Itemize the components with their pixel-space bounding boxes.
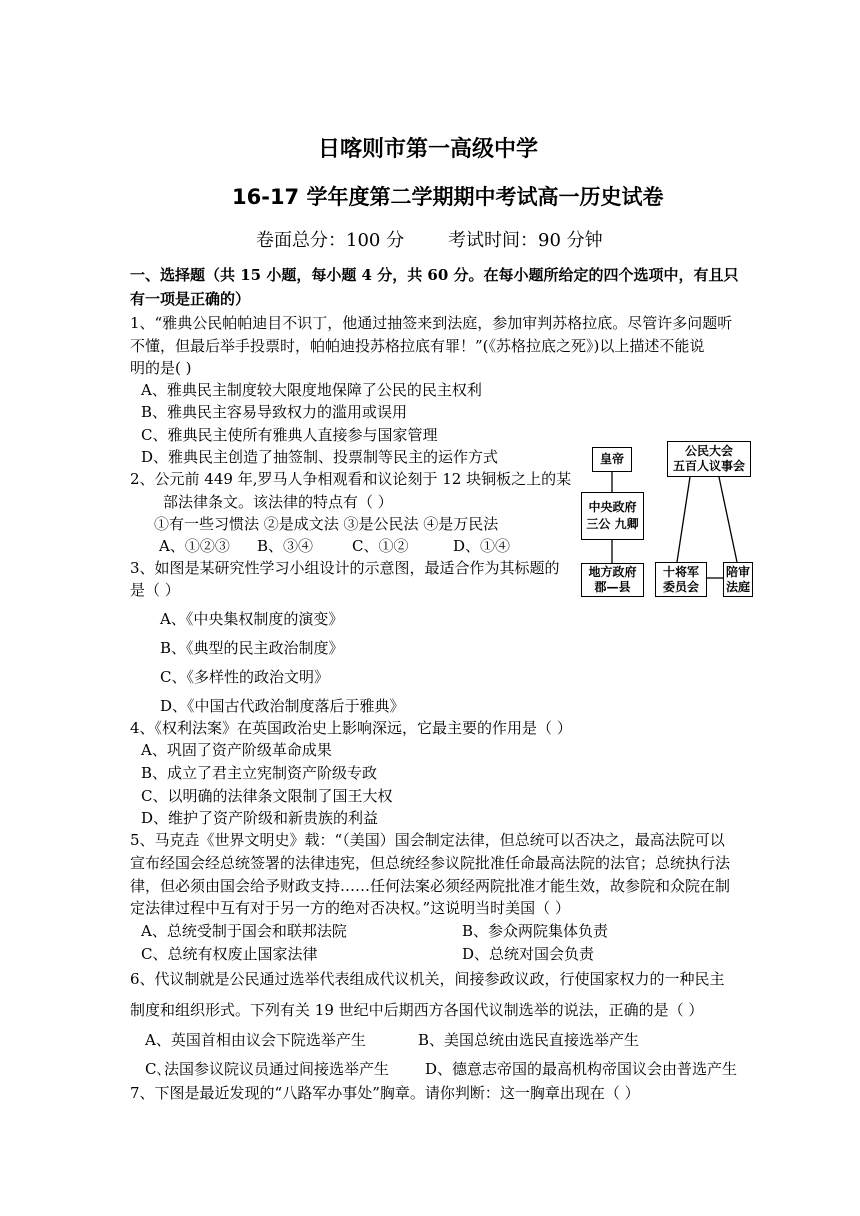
q4-stem: 4、《权利法案》在英国政治史上影响深远，它最主要的作用是（ ） [130,719,572,737]
exam-duration: 考试时间：90 分钟 [448,230,603,251]
diagram-generals-label-1: 十将军 [662,565,699,579]
q5-stem-line-4: 定法律过程中互有对于另一方的绝对否决权。”这说明当时美国（ ） [130,899,570,917]
exam-title: 16-17 学年度第二学期期中考试高一历史试卷 [232,185,664,209]
q3-stem-line-1: 3、如图是某研究性学习小组设计的示意图，最适合作为其标题的 [130,559,560,577]
q2-stem-line-1: 2、公元前 449 年,罗马人争相观看和议论刻于 12 块铜板之上的某 [130,470,572,488]
q1-stem-line-3: 明的是( ) [130,359,192,377]
q1-option-c: C、雅典民主使所有雅典人直接参与国家管理 [141,426,438,444]
q4-option-a: A、巩固了资产阶级革命成果 [141,741,332,759]
q6-option-c: C､法国参议院议员通过间接选举产生 [145,1060,389,1078]
q1-stem-line-1: 1、“雅典公民帕帕迪目不识丁，他通过抽签来到法庭，参加审判苏格拉底。尽管许多问题听 [130,314,733,332]
diagram-generals-box [655,562,707,597]
q4-option-d: D、维护了资产阶级和新贵族的利益 [141,809,379,827]
diagram-local-gov-label-2: 郡—县 [594,580,631,594]
exam-total-score: 卷面总分：100 分 [256,230,405,251]
q2-option-c: C、①② [352,537,409,555]
diagram-central-gov-box [581,492,644,540]
diagram-local-gov-box [581,563,644,597]
q5-stem-line-1: 5、马克垚《世界文明史》载：“（美国）国会制定法律，但总统可以否决之，最高法院可以 [130,831,725,849]
q1-option-b: B、雅典民主容易导致权力的滥用或误用 [141,403,408,421]
diagram-central-gov-label-1: 中央政府 [588,500,637,514]
q5-stem-line-3: 律，但必须由国会给予财政支持……任何法案必须经两院批准才能生效，故参院和众院在制 [130,877,731,895]
diagram-central-gov-label-2: 三公 九卿 [586,517,639,531]
q4-option-c: C、以明确的法律条文限制了国王大权 [141,787,393,805]
q4-option-b: B、成立了君主立宪制资产阶级专政 [141,764,378,782]
q3-stem-line-2: 是（ ） [130,581,180,599]
diagram-jury-court-label-2: 法庭 [725,580,750,594]
section-heading-line-1: 一、选择题（共 15 小题，每小题 4 分，共 60 分。在每小题所给定的四个选项中，有且只 [130,266,739,284]
q2-option-b: B、③④ [257,537,314,555]
q6-option-a: A、英国首相由议会下院选举产生 [145,1031,366,1049]
q5-stem-line-2: 宣布经国会经总统签署的法律违宪，但总统经参议院批准任命最高法院的法官；总统执行法 [130,854,731,872]
q2-items: ①有一些习惯法 ②是成文法 ③是公民法 ④是万民法 [154,515,499,533]
q6-stem-line-1: 6、代议制就是公民通过选举代表组成代议机关，间接参政议政，行使国家权力的一种民主 [130,970,725,988]
q1-option-a: A、雅典民主制度较大限度地保障了公民的民主权利 [141,381,482,399]
q5-option-d: D、总统对国会负责 [462,945,595,963]
q5-option-c: C、总统有权废止国家法律 [141,945,318,963]
q6-stem-line-2: 制度和组织形式。下列有关 19 世纪中后期西方各国代议制选举的说法，正确的是（ ） [130,1001,704,1019]
q1-option-d: D、雅典民主创造了抽签制、投票制等民主的运作方式 [141,448,499,466]
q3-option-c: C、《多样性的政治文明》 [160,668,329,686]
diagram-assembly-label-2: 五百人议事会 [672,459,745,473]
section-heading-line-2: 有一项是正确的） [130,290,251,308]
q5-option-a: A、总统受制于国会和联邦法院 [141,922,347,940]
q6-option-b: B、美国总统由选民直接选举产生 [418,1031,640,1049]
q5-option-b: B、参众两院集体负责 [462,922,609,940]
diagram-local-gov-label-1: 地方政府 [588,565,637,579]
diagram-generals-label-2: 委员会 [662,580,699,594]
q3-option-d: D、《中国古代政治制度落后于雅典》 [160,697,405,715]
diagram-emperor-label: 皇帝 [599,452,624,466]
q2-option-a: A、①②③ [159,537,230,555]
q2-stem-line-2: 部法律条文。该法律的特点有（ ） [163,493,393,511]
q3-option-a: A、《中央集权制度的演变》 [160,610,344,628]
diagram-assembly-box [667,441,751,477]
school-name: 日喀则市第一高级中学 [318,137,539,162]
diagram-jury-court-box [723,562,753,597]
q7-stem: 7、下图是最近发现的“八路军办事处”胸章。请你判断：这一胸章出现在（ ） [130,1084,640,1102]
diagram-jury-court-label-1: 陪审 [725,565,750,579]
diagram-assembly-label-1: 公民大会 [684,444,733,458]
q1-stem-line-2: 不懂，但最后举手投票时，帕帕迪投苏格拉底有罪！”(《苏格拉底之死》)以上描述不能说 [130,337,705,355]
diagram-emperor-box [592,447,632,472]
q6-option-d: D、德意志帝国的最高机构帝国议会由普选产生 [425,1060,738,1078]
q3-option-b: B、《典型的民主政治制度》 [160,639,344,657]
q2-option-d: D、①④ [453,537,511,555]
